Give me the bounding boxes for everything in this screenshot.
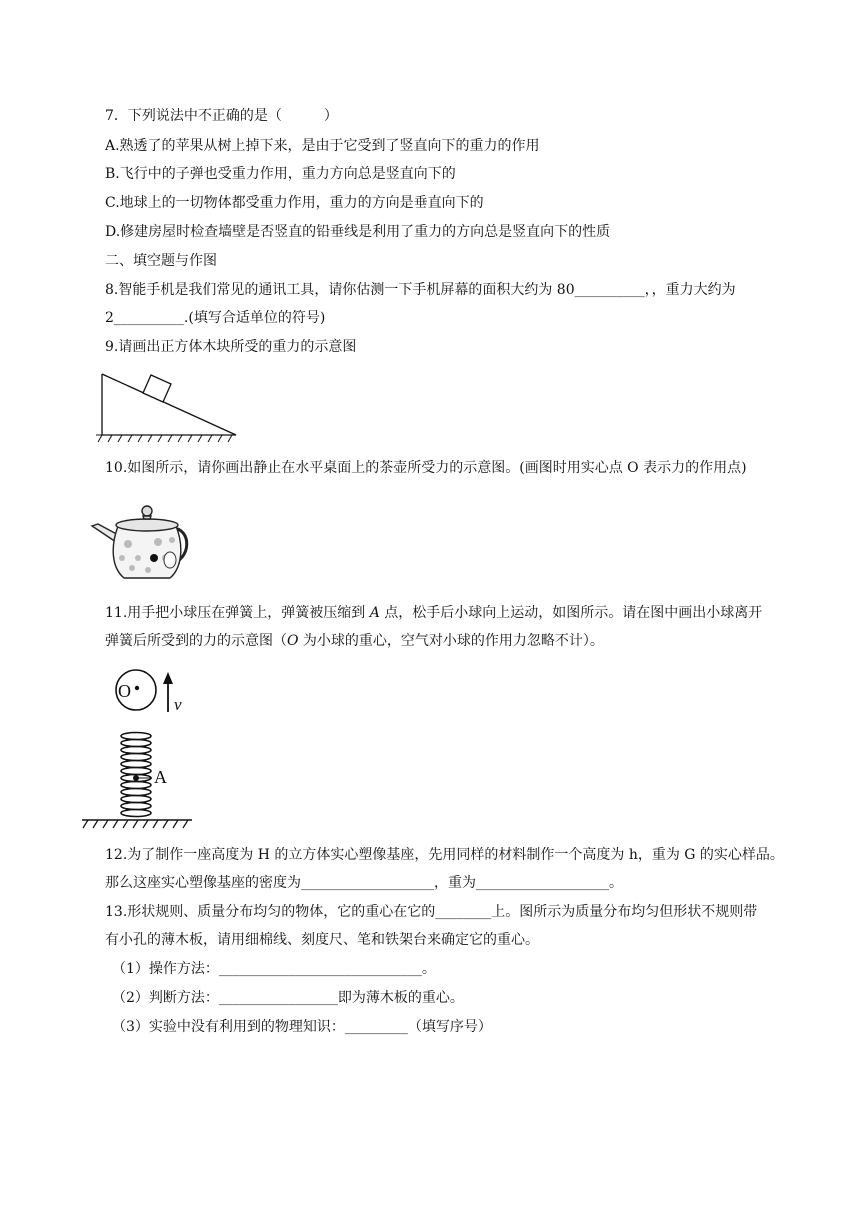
teapot-knob [142, 506, 152, 516]
point-a-label: A [154, 767, 167, 787]
q7-option-c: C.地球上的一切物体都受重力作用，重力的方向是垂直向下的 [105, 195, 484, 211]
spring-ball-figure [80, 668, 200, 830]
wooden-cube [143, 375, 171, 402]
q13-line2: 有小孔的薄木板，请用细棉线、刻度尺、笔和铁架台来确定它的重心。 [105, 932, 539, 948]
velocity-arrowhead [163, 672, 173, 684]
base-hatch [82, 820, 192, 828]
q12-line1: 12.为了制作一座高度为 H 的立方体实心塑像基座，先用同样的材料制作一个高度为 h，重为 G 的实心样品。 [105, 847, 784, 863]
teapot-emblem [164, 552, 176, 568]
ground-hatch [96, 435, 236, 442]
q7-option-a: A.熟透了的苹果从树上掉下来，是由于它受到了竖直向下的重力的作用 [105, 138, 540, 154]
section-title: 二、填空题与作图 [105, 253, 217, 269]
q11-line1-b: 点，松手后小球向上运动，如图所示。请在图中画出小球离开 [379, 605, 763, 621]
q11-line2-a: 弹簧后所受到的力的示意图（ [105, 633, 287, 649]
q11-line2-b: 为小球的重心，空气对小球的作用力忽略不计）。 [298, 633, 604, 649]
teapot-figure [88, 498, 196, 582]
q13-sub2: （2）判断方法：_________________即为薄木板的重心。 [112, 990, 464, 1006]
center-point [150, 554, 158, 562]
q7-option-b: B.飞行中的子弹也受重力作用，重力方向总是竖直向下的 [105, 166, 456, 182]
q11-line1 [105, 603, 762, 623]
ball-label-o: O [118, 681, 131, 701]
q11-var-a: A [369, 605, 380, 621]
q7-option-d: D.修建房屋时检查墙壁是否竖直的铅垂线是利用了重力的方向总是竖直向下的性质 [105, 224, 611, 240]
q11-line1-a: 11.用手把小球压在弹簧上，弹簧被压缩到 [105, 605, 370, 621]
spring [121, 733, 151, 817]
q11-line2 [105, 631, 604, 651]
teapot-lid [116, 519, 178, 531]
incline-figure [90, 364, 242, 444]
q13-sub3: （3）实验中没有利用到的物理知识：_________（填写序号） [112, 1019, 492, 1035]
ball-center-dot [135, 686, 139, 690]
velocity-label: v [174, 695, 182, 714]
q10-stem: 10.如图所示，请你画出静止在水平桌面上的茶壶所受力的示意图。(画图时用实心点 O 表示力的作用点) [105, 460, 747, 476]
q7-stem: 7．下列说法中不正确的是（ ） [105, 108, 338, 124]
q8-line2: 2__________.(填写合适单位的符号) [105, 310, 326, 326]
q13-sub1: （1）操作方法：_____________________________。 [112, 961, 436, 977]
q9-stem: 9.请画出正方体木块所受的重力的示意图 [105, 339, 357, 355]
q11-var-o: O [287, 633, 299, 649]
q8-line1: 8.智能手机是我们常见的通讯工具，请你估测一下手机屏幕的面积大约为 80__________，，重力大约为 [105, 282, 736, 298]
q12-line2: 那么这座实心塑像基座的密度为___________________，重为___________________。 [105, 875, 623, 891]
q13-line1: 13.形状规则、质量分布均匀的物体，它的重心在它的________上。图所示为质量分布均匀但形状不规则带 [105, 904, 758, 920]
